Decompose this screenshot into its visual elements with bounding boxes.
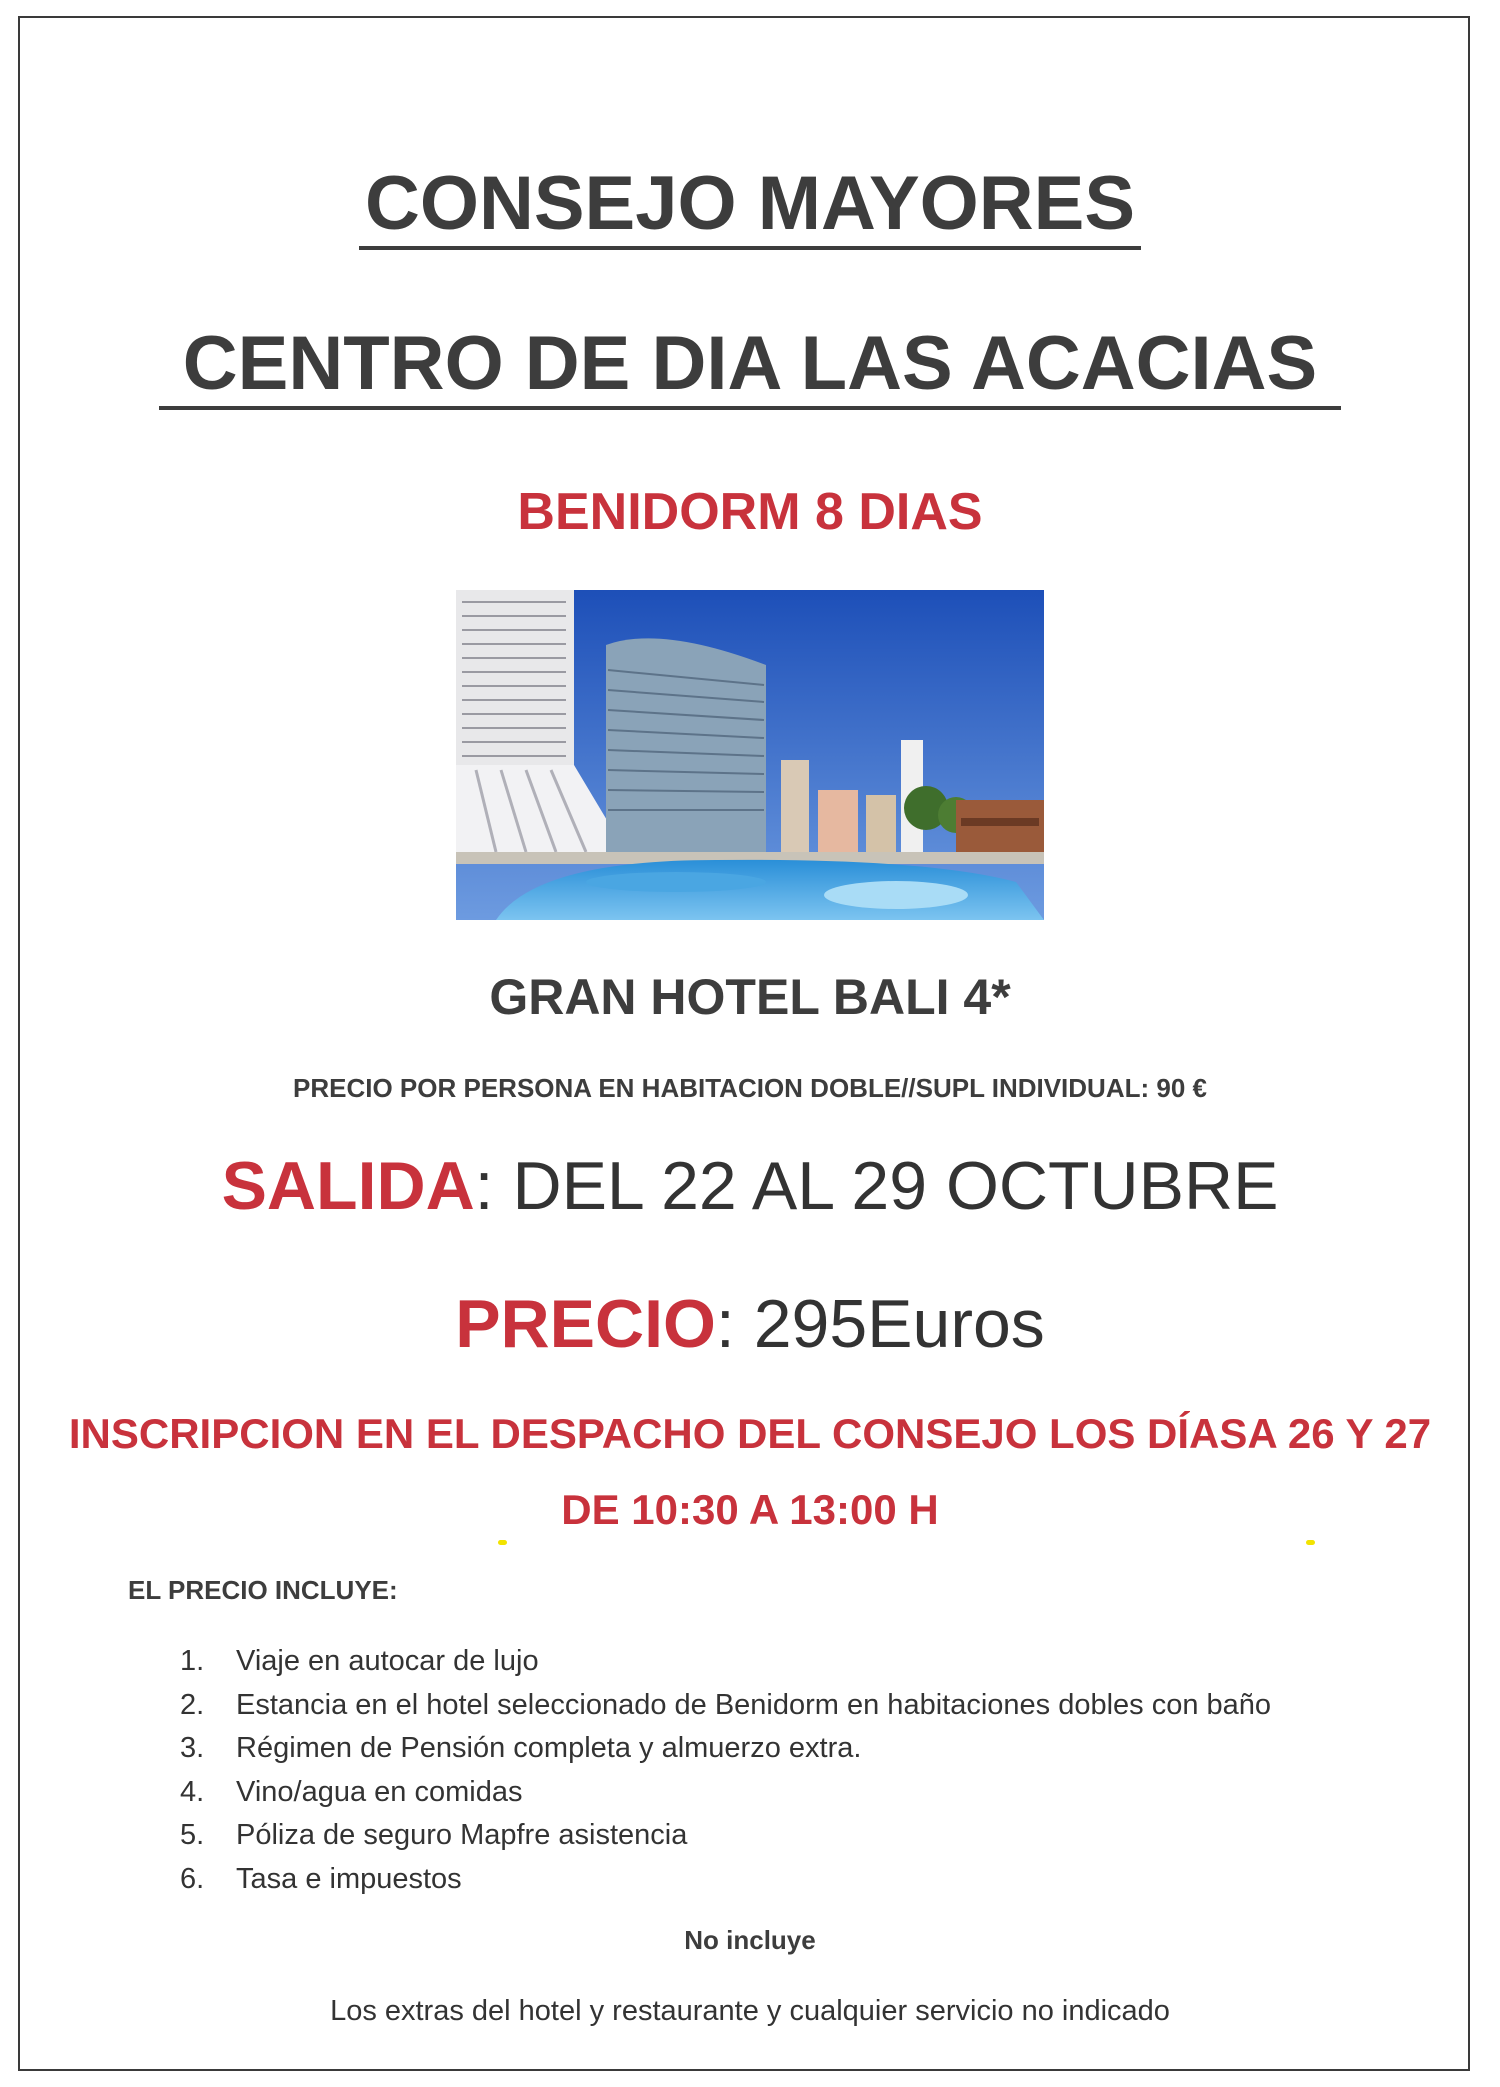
yellow-speck <box>498 1540 507 1545</box>
hotel-photo <box>456 590 1044 920</box>
yellow-speck <box>1306 1540 1315 1545</box>
price-value: : 295Euros <box>715 1286 1045 1362</box>
excludes-heading: No incluye <box>684 1925 816 1955</box>
departure-dates: : DEL 22 AL 29 OCTUBRE <box>474 1148 1279 1224</box>
hotel-photo-illustration <box>456 590 1044 920</box>
departure-line <box>0 1147 1500 1225</box>
departure-label: SALIDA <box>221 1148 475 1224</box>
includes-list <box>180 1640 1271 1901</box>
title-centro-de-dia: CENTRO DE DIA LAS ACACIAS <box>0 320 1500 407</box>
pricing-note: PRECIO POR PERSONA EN HABITACION DOBLE//SUPL INDIVIDUAL: 90 € <box>293 1073 1207 1103</box>
registration-line-2: DE 10:30 A 13:00 H <box>561 1486 939 1533</box>
price-line <box>0 1285 1500 1363</box>
list-item: 1. Viaje en autocar de lujo <box>180 1645 539 1677</box>
list-item: 2. Estancia en el hotel seleccionado de Benidorm en habitaciones dobles con baño <box>180 1688 1272 1721</box>
excludes-text: Los extras del hotel y restaurante y cualquier servicio no indicado <box>330 1995 1170 2027</box>
price-label: PRECIO <box>455 1286 716 1362</box>
destination-heading: BENIDORM 8 DIAS <box>517 483 983 541</box>
title-consejo-mayores: CONSEJO MAYORES <box>0 160 1500 247</box>
registration-line-1: INSCRIPCION EN EL DESPACHO DEL CONSEJO LOS DÍASA 26 Y 27 <box>68 1410 1432 1457</box>
list-item: 6. Tasa e impuestos <box>180 1862 462 1895</box>
includes-heading: EL PRECIO INCLUYE: <box>128 1575 398 1605</box>
list-item: 4. Vino/agua en comidas <box>180 1775 523 1808</box>
list-item: 3. Régimen de Pensión completa y almuerzo extra. <box>180 1732 862 1764</box>
list-item: 5. Póliza de seguro Mapfre asistencia <box>180 1819 688 1851</box>
hotel-name: GRAN HOTEL BALI 4* <box>489 969 1011 1025</box>
